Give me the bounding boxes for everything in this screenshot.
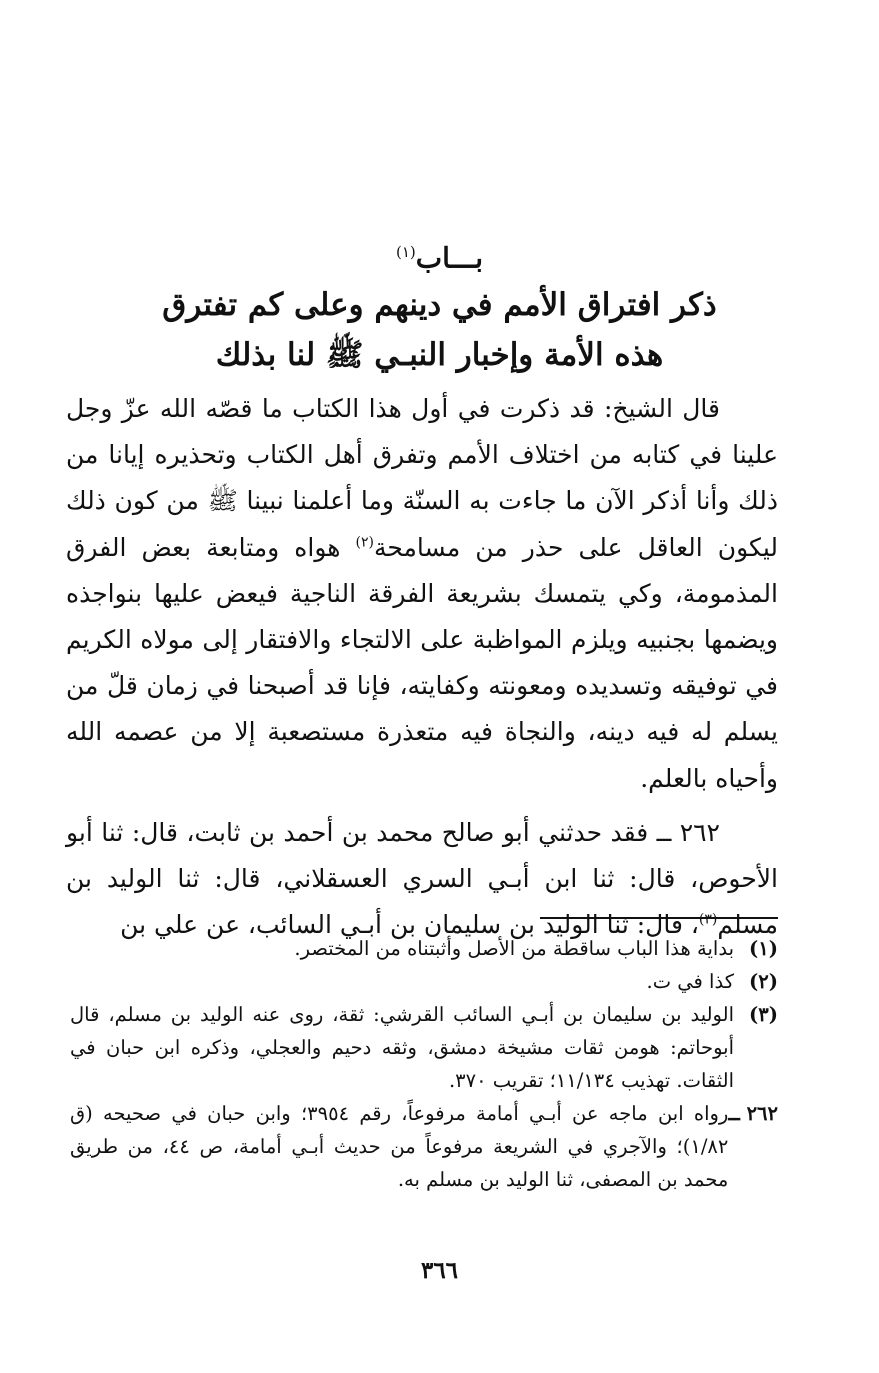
footnote-number: (١) [749,937,778,960]
intro-text-part2: هواه ومتابعة بعض الفرق المذمومة، وكي يتمسك بشريعة الفرقة الناجية فيعض عليها بنواجذه ويضمها بجنبيه ويلزم المواظبة على الالتجاء والافتقار إلى مولاه الكريم في توفيقه وتسديده ومعونته وكفايته، فإنا قد أصبحنا في زمان قلّ من يسلم له فيه دينه، والنجاة فيه متعذرة مستصعبة إلا من عصمه الله وأحياه بالعلم. [66,532,778,793]
main-text [66,386,778,948]
chapter-title-line-1: ذكر افتراق الأمم في دينهم وعلى كم تفترق [162,287,717,323]
footnote-marker-3: (٣) [698,911,718,928]
footnote-text: الوليد بن سليمان بن أبـي السائب القرشي: ثقة، روى عنه الوليد بن مسلم، قال أبوحاتم: هومن ثقات مشيخة دمشق، وثقه دحيم والعجلي، وذكره ابن حبان في الثقات. تهذيب ١١/١٣٤؛ تقريب ٣٧٠. [70,1003,734,1092]
footnote-text: رواه ابن ماجه عن أبـي أمامة مرفوعاً، رقم ٣٩٥٤؛ وابن حبان في صحيحه (ق ١/٨٢)؛ والآجري في الشريعة مرفوعاً من حديث أبـي أمامة، ص ٤٤، من طريق محمد بن المصفى، ثنا الوليد بن مسلم به. [70,1102,729,1191]
footnotes [70,932,778,1196]
footnote-number: (٢) [749,970,778,993]
hadith-paragraph [66,810,778,949]
chapter-label-text: بـــاب [415,241,484,275]
footnote-2 [70,965,778,998]
chapter-footnote-marker: (١) [395,243,416,261]
footnote-hadith-262 [70,1097,778,1196]
chapter-title-line-2: هذه الأمة وإخبار النبـي ﷺ لنا بذلك [215,337,664,373]
footnote-number: (٣) [749,1003,778,1026]
footnote-1 [70,932,778,965]
intro-paragraph [66,386,778,802]
footnote-text: كذا في ت. [646,970,734,993]
footnote-3 [70,998,778,1097]
intro-text-part1: قال الشيخ: قد ذكرت في أول هذا الكتاب ما قصّه الله عزّ وجل علينا في كتابه من اختلاف الأمم وتفرق أهل الكتاب وتحذيره إيانا من ذلك وأنا أذكر الآن ما جاءت به السنّة وما أعلمنا نبينا ﷺ من كون ذلك ليكون العاقل على حذر من مسامحة [66,394,778,562]
footnote-number: ٢٦٢ ــ [728,1102,778,1125]
footnote-marker-2: (٢) [355,534,374,551]
page-number: ٣٦٦ [420,1257,459,1284]
chapter-heading [0,232,879,278]
hadith-text-part2: ، قال: ثنا الوليد بن سليمان بن أبـي السائب، عن علي بن [120,910,699,940]
footnote-divider [540,917,778,919]
footnote-text: بداية هذا الباب ساقطة من الأصل وأثبتناه من المختصر. [294,937,734,960]
hadith-text-part1: ٢٦٢ ــ فقد حدثني أبو صالح محمد بن أحمد بن ثابت، قال: ثنا أبو الأحوص، قال: ثنا ابن أبـي السري العسقلاني، قال: ثنا الوليد بن مسلم [66,817,778,940]
